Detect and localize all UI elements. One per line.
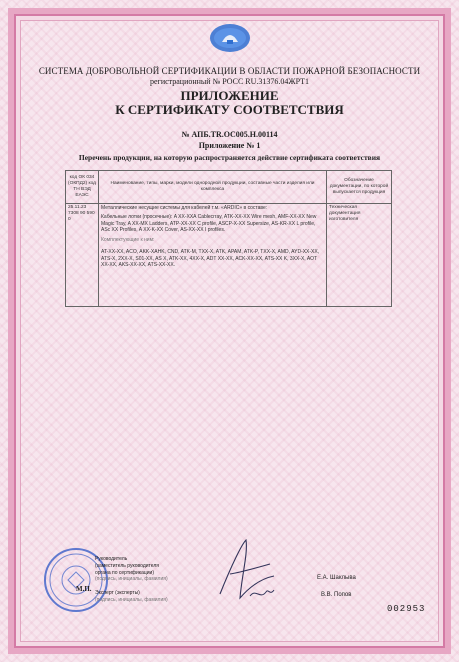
signer-role-sub2: органа по сертификации) (95, 569, 154, 576)
cell-docs: Техническая документация изготовителя (327, 204, 392, 307)
certificate-number: № АПБ.TR.OC005.H.00114 (181, 130, 278, 139)
name-fittings-label: Комплектующие к ним: (101, 237, 155, 243)
expert-caption: (подпись, инициалы, фамилия) (95, 596, 168, 603)
expert-role: Эксперт (эксперты) (95, 590, 140, 596)
head-signer-block (95, 556, 168, 583)
product-table (65, 170, 392, 307)
product-list-caption: Перечень продукции, на которую распространяется действие сертификата соответствия (78, 153, 381, 162)
stamp-place-label: М.П. (76, 585, 92, 593)
cell-code: 25.11.23 7308 90 590 0 (66, 204, 99, 307)
signature (212, 534, 282, 608)
expert-signer-name: В.В. Попов (321, 592, 352, 598)
head-signer-name: Е.А. Шаклыва (317, 575, 356, 581)
serial-number: 002953 (387, 604, 426, 614)
page-title-line2: К СЕРТИФИКАТУ СООТВЕТСТВИЯ (115, 102, 344, 117)
registration-number: регистрационный № РОСС RU.31376.04ЖРТ1 (149, 77, 310, 86)
name-fittings: AT-XX-XX, ACO, AKK-XAHK, CND, ATK-M, TXX-X, ATK, APAM, ATK-P, TXX-X, AMD, AYD-XX-XX, ATS-X, 2XX-X, S01-XX, AS X, ATK-XX, 4XX-X, ADT XX-XX, ACK-XX-XX, ATS-XX K, 3XX-X, AOT XX-XX, AKS-XX-XX, ATS-XX-XX. (101, 249, 320, 268)
table-row (66, 204, 392, 307)
col-header-docs: Обозначение документации, по которой выпускается продукция (327, 171, 392, 204)
signer-role: Руководитель (95, 556, 128, 562)
name-intro: Металлические несущие системы для кабелей т.м. «ARDIC» в составе: (101, 205, 268, 211)
page-title-line1: ПРИЛОЖЕНИЕ (180, 88, 279, 103)
appendix-number: Приложение № 1 (198, 141, 261, 150)
expert-signer-block (95, 590, 168, 604)
name-trays: Кабельные лотки (просечные): A XX-XXA Cablecrray, ATK-XX-XX Wire mesh, AMF-XX-XX New Magic Tray, A XX-MX Ladders, ATP-XX-XX C profile, ASCP-X-XX Supersize, AS-KR-XX L profile, ASc XX Profiles, A XX-K-XX Cover, AS-XX-XX I profiles. (101, 214, 317, 233)
cell-name (99, 204, 327, 307)
certification-system-title: СИСТЕМА ДОБРОВОЛЬНОЙ СЕРТИФИКАЦИИ В ОБЛАСТИ ПОЖАРНОЙ БЕЗОПАСНОСТИ (38, 66, 421, 76)
signer-role-sub: (заместитель руководителя (95, 562, 160, 569)
emblem-icon (208, 22, 252, 54)
table-header-row (66, 171, 392, 204)
col-header-name: Наименование, типы, марки, модели однородной продукции, составные части изделия или комплекса (99, 171, 327, 204)
signer-caption: (подпись, инициалы, фамилия) (95, 576, 168, 583)
col-header-code: код ОК 034 (ОКПД2) код ТН ВЭД ЕАЭС (66, 171, 99, 204)
